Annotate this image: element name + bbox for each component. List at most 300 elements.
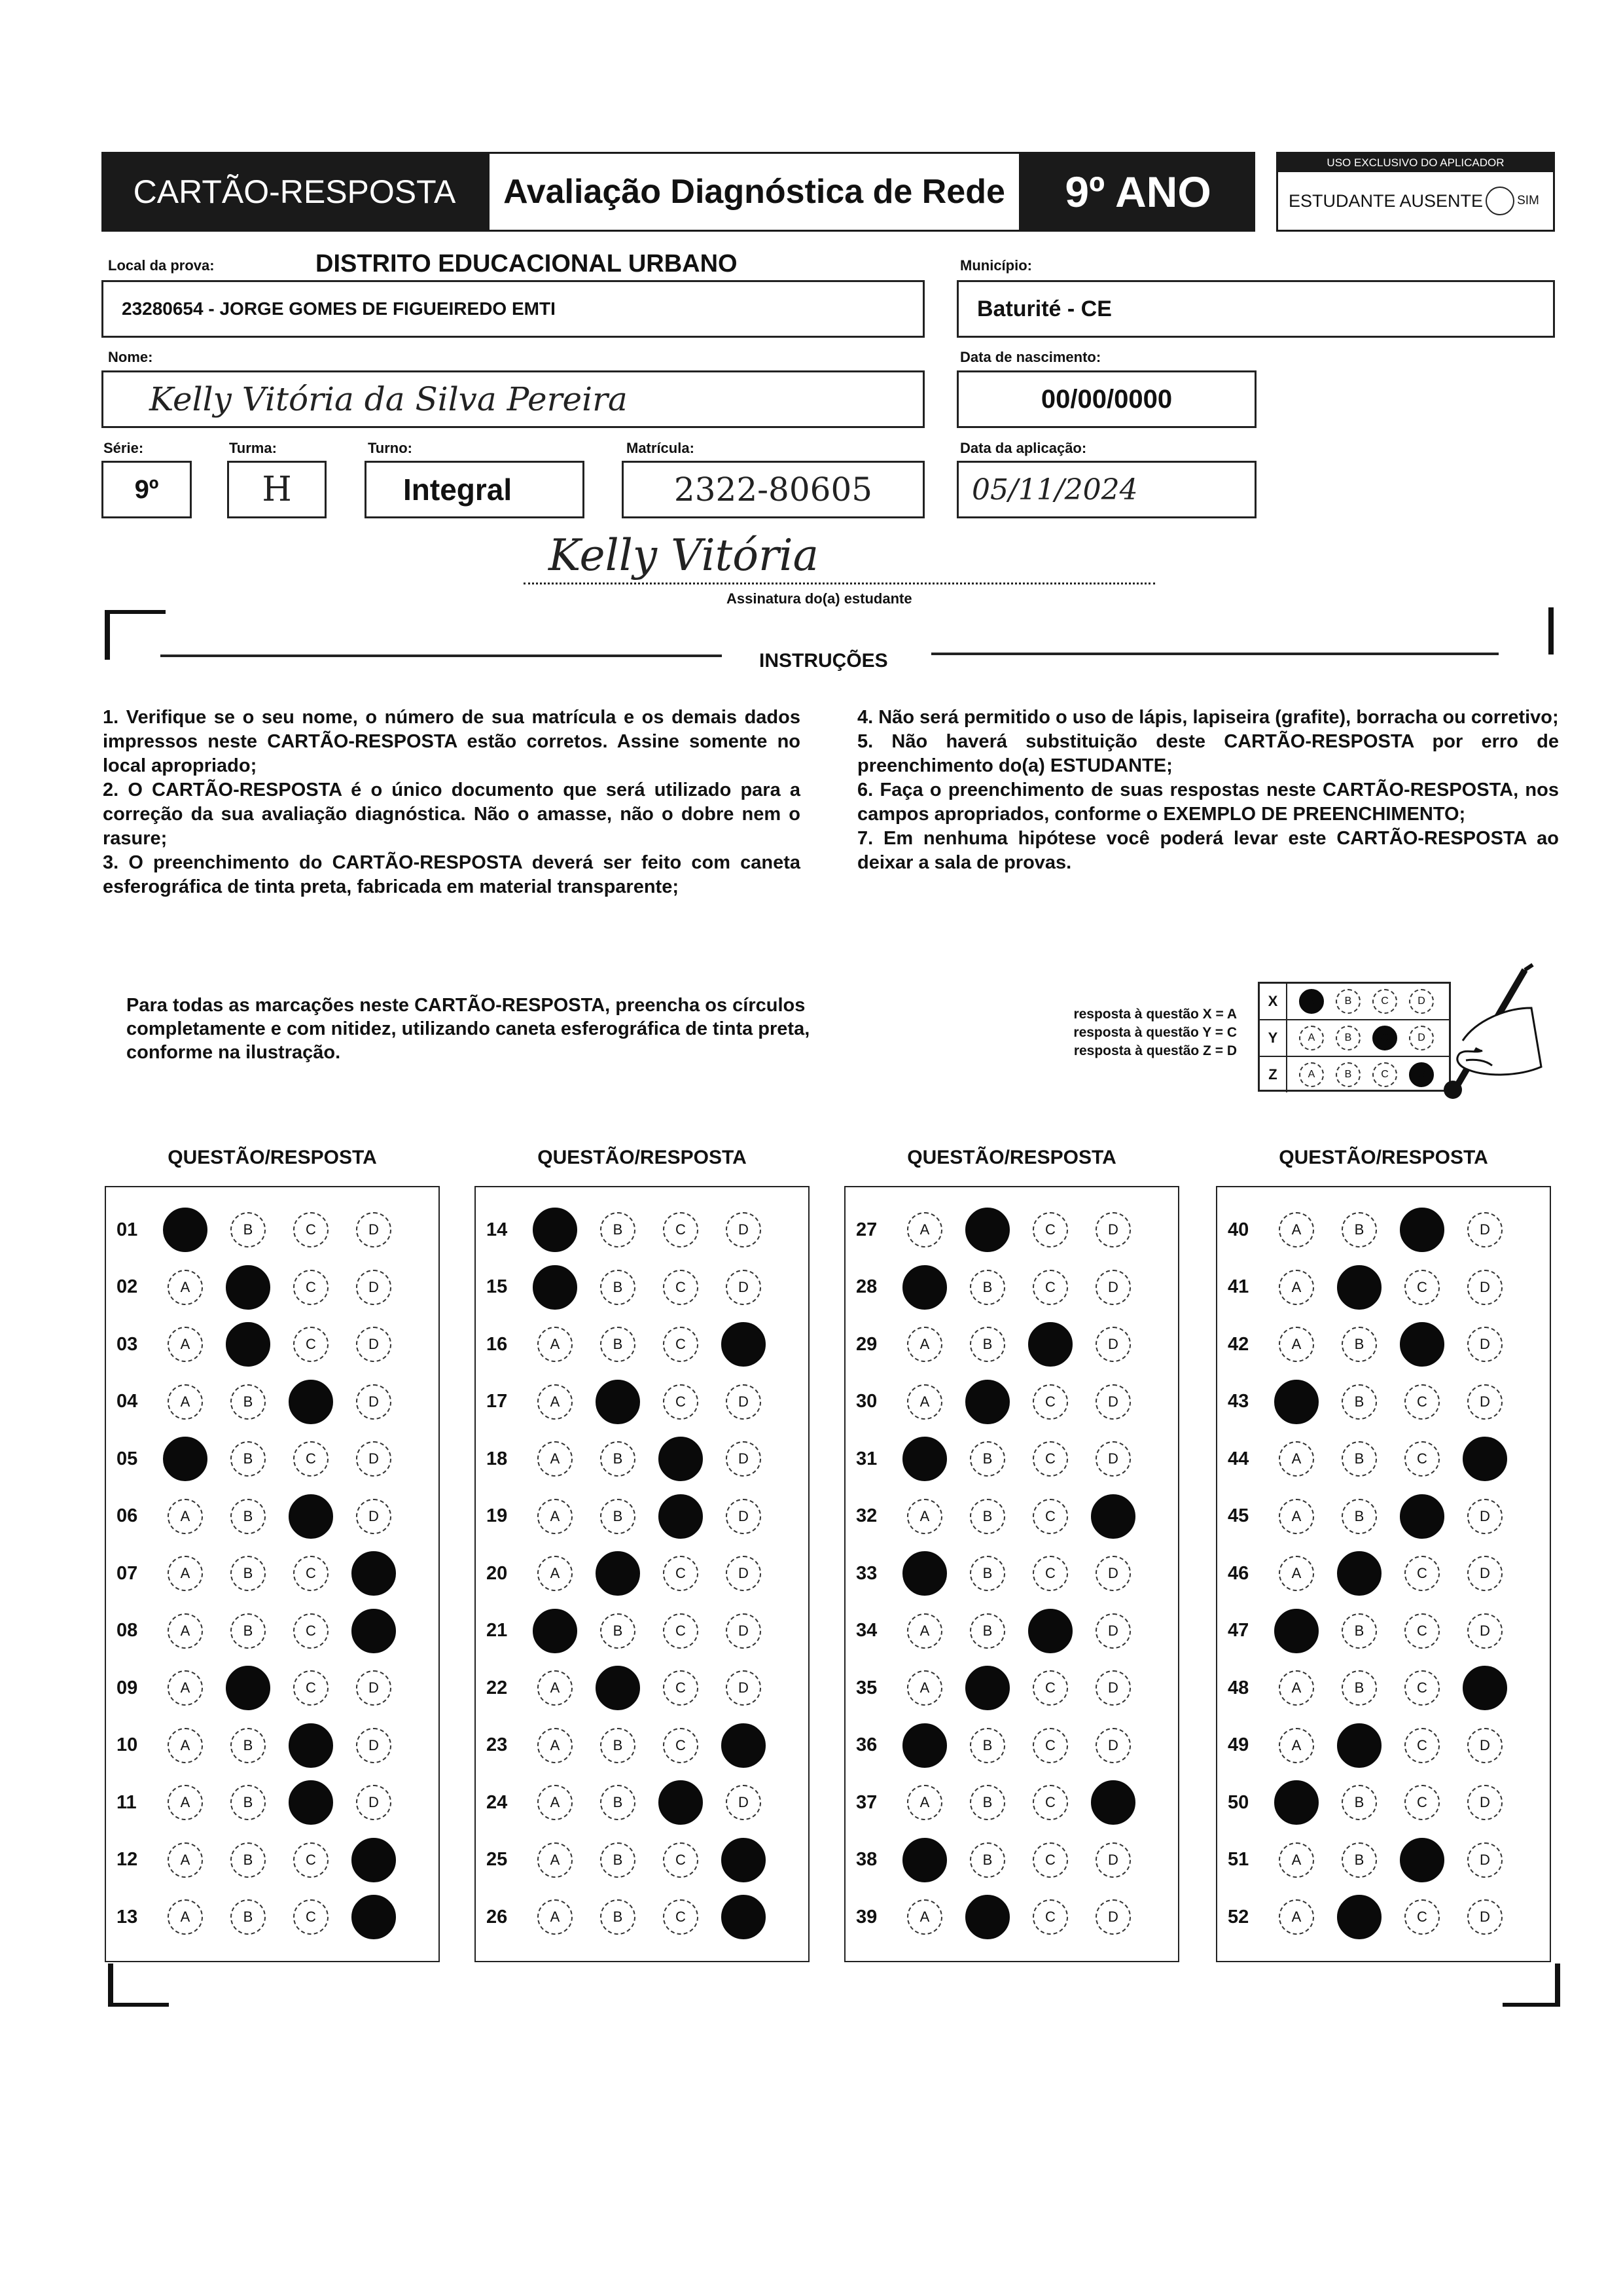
answer-bubble-c[interactable] [1400,1208,1444,1252]
answer-bubble-b[interactable] [230,1613,266,1649]
answer-bubble-c[interactable] [663,1556,698,1591]
answer-bubble-a[interactable] [1279,1270,1314,1305]
question-number: 49 [1228,1734,1249,1755]
answer-bubble-c[interactable] [658,1437,703,1481]
answer-bubble-d[interactable] [356,1670,391,1706]
answer-bubble-a[interactable] [1279,1212,1314,1247]
answer-bubble-a[interactable] [537,1842,573,1878]
answer-bubble-a[interactable] [902,1551,947,1596]
answer-bubble-c[interactable] [1033,1270,1068,1305]
answer-bubble-d[interactable] [1467,1384,1503,1420]
answer-bubble-b[interactable] [965,1666,1010,1710]
answer-bubble-d[interactable] [721,1895,766,1939]
answer-bubble-a[interactable] [1279,1728,1314,1763]
answer-bubble-a[interactable] [907,1670,942,1706]
answer-bubble-b[interactable] [230,1728,266,1763]
answer-bubble-d[interactable] [1096,1384,1131,1420]
answer-bubble-c[interactable] [293,1270,329,1305]
answer-bubble-a[interactable] [168,1270,203,1305]
answer-bubble-b[interactable] [596,1666,640,1710]
answer-bubble-d[interactable] [1467,1270,1503,1305]
instruction-item: 7. Em nenhuma hipótese você poderá levar este CARTÃO-RESPOSTA ao deixar a sala de provas. [857,828,1559,873]
answer-bubble-a[interactable] [537,1327,573,1362]
answer-bubble-a[interactable] [163,1208,207,1252]
bubble-letter: D [1480,1507,1490,1524]
answer-bubble-b[interactable] [970,1842,1005,1878]
answer-bubble-b[interactable] [600,1441,635,1477]
answer-bubble-d[interactable] [1467,1899,1503,1935]
answer-bubble-a[interactable] [168,1499,203,1534]
answer-bubble-a[interactable] [1274,1380,1319,1424]
bubble-letter: A [550,1336,560,1352]
answer-bubble-a[interactable] [902,1437,947,1481]
answer-bubble-d[interactable] [356,1441,391,1477]
answer-bubble-c[interactable] [1033,1899,1068,1935]
answer-bubble-a[interactable] [1274,1780,1319,1825]
answer-bubble-b[interactable] [226,1265,270,1310]
answer-bubble-a[interactable] [1279,1556,1314,1591]
nascimento-value: 00/00/0000 [1041,384,1173,414]
bubble-letter: B [243,1507,253,1524]
bubble-letter: C [1417,1278,1427,1295]
answer-bubble-b[interactable] [1342,1670,1377,1706]
bubble-letter: A [180,1794,190,1810]
answer-bubble-a[interactable] [1279,1441,1314,1477]
answer-bubble-d[interactable] [356,1327,391,1362]
question-row [1217,1207,1530,1253]
bubble-letter: A [550,1679,560,1696]
answer-bubble-b[interactable] [1342,1785,1377,1820]
answer-bubble-a[interactable] [168,1785,203,1820]
bubble-letter: B [613,1278,623,1295]
answer-bubble-d[interactable] [721,1723,766,1768]
bubble-letter: B [1354,1679,1364,1696]
question-row [476,1837,789,1883]
answer-bubble-b[interactable] [230,1899,266,1935]
answer-bubble-c[interactable] [293,1899,329,1935]
answer-bubble-d[interactable] [1467,1556,1503,1591]
answer-bubble-b[interactable] [970,1499,1005,1534]
answer-bubble-c[interactable] [293,1441,329,1477]
bubble-letter: D [1108,1736,1118,1753]
answer-bubble-a[interactable] [168,1899,203,1935]
answer-bubble-a[interactable] [537,1441,573,1477]
answer-bubble-a[interactable] [533,1609,577,1653]
answer-bubble-c[interactable] [658,1780,703,1825]
bubble-letter: A [919,1622,930,1639]
grade-badge: 9º ANO [1065,168,1211,216]
answer-bubble-d[interactable] [726,1556,761,1591]
answer-bubble-a[interactable] [537,1556,573,1591]
bubble-letter: C [306,1622,316,1639]
question-number: 06 [116,1505,138,1526]
answer-bubble-c[interactable] [663,1613,698,1649]
question-number: 34 [856,1620,878,1641]
answer-bubble-c[interactable] [1028,1322,1073,1367]
answer-bubble-c[interactable] [1033,1441,1068,1477]
answer-bubble-a[interactable] [1279,1327,1314,1362]
answer-bubble-b[interactable] [600,1499,635,1534]
answer-bubble-c[interactable] [1404,1441,1440,1477]
answer-bubble-a[interactable] [907,1785,942,1820]
bubble-letter: D [1480,1393,1490,1410]
answer-bubble-b[interactable] [226,1322,270,1367]
answer-bubble-a[interactable] [168,1670,203,1706]
answer-bubble-d[interactable] [1091,1494,1135,1539]
bubble-letter: A [1291,1221,1302,1238]
answer-bubble-b[interactable] [970,1785,1005,1820]
bubble-letter: A [919,1507,930,1524]
answer-bubble-c[interactable] [293,1842,329,1878]
bubble-letter: B [982,1794,993,1810]
question-row [846,1207,1158,1253]
local-label: Local da prova: [108,257,215,274]
answer-bubble-d[interactable] [1096,1613,1131,1649]
answer-bubble-c[interactable] [1033,1785,1068,1820]
absent-label: ESTUDANTE AUSENTE [1289,190,1484,211]
answer-bubble-d[interactable] [1096,1670,1131,1706]
absent-bubble[interactable] [1486,187,1514,215]
answer-bubble-b[interactable] [1342,1212,1377,1247]
answer-bubble-b[interactable] [965,1208,1010,1252]
answer-bubble-a[interactable] [537,1728,573,1763]
answer-bubble-d[interactable] [1096,1899,1131,1935]
answer-bubble-c[interactable] [1404,1270,1440,1305]
answer-bubble-d[interactable] [1467,1327,1503,1362]
question-number: 22 [486,1677,508,1698]
answer-bubble-c[interactable] [1400,1322,1444,1367]
answer-bubble-c[interactable] [1404,1384,1440,1420]
answer-bubble-c[interactable] [658,1494,703,1539]
answer-bubble-c[interactable] [663,1327,698,1362]
answer-bubble-d[interactable] [1463,1437,1507,1481]
answer-bubble-c[interactable] [289,1723,333,1768]
answer-bubble-c[interactable] [1033,1556,1068,1591]
answer-bubble-c[interactable] [289,1380,333,1424]
answer-bubble-d[interactable] [1467,1613,1503,1649]
bubble-letter: C [675,1393,686,1410]
bubble-letter: B [613,1336,623,1352]
answer-bubble-d[interactable] [356,1499,391,1534]
answer-bubble-c[interactable] [293,1556,329,1591]
answer-bubble-c[interactable] [663,1728,698,1763]
bubble-letter: D [738,1278,749,1295]
answer-bubble-c[interactable] [1033,1212,1068,1247]
bubble-letter: C [1417,1909,1427,1925]
answer-bubble-a[interactable] [537,1899,573,1935]
bubble-letter: A [1291,1450,1302,1467]
bubble-letter: C [1417,1622,1427,1639]
answer-bubble-d[interactable] [726,1384,761,1420]
answer-bubble-d[interactable] [356,1785,391,1820]
answer-bubble-c[interactable] [1033,1384,1068,1420]
question-row [1217,1723,1530,1768]
answer-bubble-d[interactable] [726,1785,761,1820]
answer-bubble-c[interactable] [1404,1613,1440,1649]
answer-bubble-c[interactable] [293,1613,329,1649]
answer-bubble-d[interactable] [351,1609,396,1653]
answer-bubble-a[interactable] [907,1899,942,1935]
answer-bubble-a[interactable] [902,1723,947,1768]
answer-bubble-b[interactable] [230,1441,266,1477]
answer-bubble-a[interactable] [537,1785,573,1820]
answer-bubble-a[interactable] [533,1265,577,1310]
answer-bubble-d[interactable] [726,1499,761,1534]
question-row [846,1379,1158,1425]
question-row [1217,1608,1530,1654]
answer-bubble-c[interactable] [1404,1670,1440,1706]
corner-mark-top-left [105,610,166,660]
column-title: QUESTÃO/RESPOSTA [168,1147,377,1168]
answer-bubble-c[interactable] [1404,1728,1440,1763]
bubble-letter: B [243,1794,253,1810]
bubble-letter: D [1480,1278,1490,1295]
answer-bubble-b[interactable] [226,1666,270,1710]
answer-bubble-c[interactable] [663,1842,698,1878]
answer-bubble-b[interactable] [600,1212,635,1247]
bubble-letter: B [243,1393,253,1410]
answer-bubble-d[interactable] [1467,1842,1503,1878]
answer-bubble-c[interactable] [293,1327,329,1362]
bubble-letter: D [738,1679,749,1696]
answer-bubble-c[interactable] [663,1212,698,1247]
instruction-item: 6. Faça o preenchimento de suas respostas neste CARTÃO-RESPOSTA, nos campos apropriados, conforme o EXEMPLO DE PREENCHIMENTO; [857,780,1559,825]
answer-bubble-a[interactable] [533,1208,577,1252]
question-number: 20 [486,1562,508,1584]
answer-bubble-d[interactable] [1467,1499,1503,1534]
answer-bubble-d[interactable] [351,1551,396,1596]
answer-bubble-a[interactable] [907,1384,942,1420]
answer-bubble-b[interactable] [970,1556,1005,1591]
answer-bubble-b[interactable] [1342,1613,1377,1649]
nascimento-field [957,370,1257,428]
answer-bubble-d[interactable] [356,1270,391,1305]
answer-bubble-d[interactable] [356,1384,391,1420]
aplicacao-label: Data da aplicação: [960,440,1087,456]
answer-bubble-b[interactable] [970,1613,1005,1649]
answer-bubble-b[interactable] [596,1380,640,1424]
answer-bubble-b[interactable] [230,1842,266,1878]
example-row-label: Z [1260,1057,1287,1092]
turma-field [227,461,327,518]
bubble-letter: C [306,1278,316,1295]
answer-bubble-a[interactable] [1274,1609,1319,1653]
answer-bubble-a[interactable] [163,1437,207,1481]
answer-bubble-d[interactable] [1096,1441,1131,1477]
answer-bubble-a[interactable] [907,1613,942,1649]
answer-bubble-c[interactable] [1400,1494,1444,1539]
answer-bubble-a[interactable] [907,1499,942,1534]
answer-bubble-a[interactable] [168,1728,203,1763]
answer-bubble-c[interactable] [1404,1899,1440,1935]
bubble-letter: C [1045,1736,1056,1753]
question-number: 07 [116,1562,138,1584]
answer-bubble-a[interactable] [1279,1670,1314,1706]
answer-bubble-a[interactable] [168,1556,203,1591]
answer-bubble-d[interactable] [351,1895,396,1939]
answer-bubble-d[interactable] [1463,1666,1507,1710]
answer-bubble-b[interactable] [230,1499,266,1534]
answer-bubble-c[interactable] [1033,1499,1068,1534]
answer-bubble-b[interactable] [1342,1327,1377,1362]
answer-bubble-d[interactable] [726,1212,761,1247]
answer-bubble-d[interactable] [1096,1842,1131,1878]
answer-bubble-d[interactable] [1096,1556,1131,1591]
answer-bubble-b[interactable] [1342,1384,1377,1420]
example-text: Para todas as marcações neste CARTÃO-RESPOSTA, preencha os círculos completamente e com nitidez, utilizando caneta esferográfica de tinta preta, conforme na ilustração. [126,995,810,1063]
answer-bubble-d[interactable] [1096,1327,1131,1362]
answer-bubble-b[interactable] [600,1785,635,1820]
answer-bubble-b[interactable] [596,1551,640,1596]
question-row [1217,1894,1530,1940]
answer-bubble-a[interactable] [537,1670,573,1706]
answer-bubble-d[interactable] [1467,1785,1503,1820]
answer-bubble-d[interactable] [356,1212,391,1247]
question-row [476,1665,789,1711]
turno-field [365,461,584,518]
answer-bubble-b[interactable] [970,1327,1005,1362]
answer-bubble-c[interactable] [293,1670,329,1706]
answer-bubble-c[interactable] [1404,1785,1440,1820]
bubble-letter: B [1354,1450,1364,1467]
answer-bubble-a[interactable] [168,1613,203,1649]
legend-line: resposta à questão Y = C [1073,1025,1237,1040]
answer-bubble-c[interactable] [663,1270,698,1305]
corner-mark-bottom-right [1503,1964,1560,2007]
answer-bubble-b[interactable] [965,1380,1010,1424]
question-number: 13 [116,1906,138,1928]
answer-bubble-a[interactable] [1279,1842,1314,1878]
answer-bubble-a[interactable] [907,1212,942,1247]
answer-bubble-d[interactable] [726,1270,761,1305]
answer-bubble-c[interactable] [1033,1842,1068,1878]
nome-label: Nome: [108,349,153,365]
answer-bubble-c[interactable] [289,1780,333,1825]
answer-bubble-a[interactable] [902,1265,947,1310]
answer-bubble-a[interactable] [537,1499,573,1534]
answer-bubble-b[interactable] [970,1441,1005,1477]
answer-bubble-a[interactable] [907,1327,942,1362]
answer-bubble-a[interactable] [537,1384,573,1420]
answer-bubble-a[interactable] [168,1384,203,1420]
answer-bubble-d[interactable] [351,1838,396,1882]
bubble-letter: B [243,1221,253,1238]
answer-bubble-b[interactable] [230,1785,266,1820]
bubble-letter: A [550,1450,560,1467]
answer-bubble-d[interactable] [1467,1212,1503,1247]
answer-bubble-b[interactable] [965,1895,1010,1939]
answer-bubble-b[interactable] [1342,1499,1377,1534]
answer-bubble-b[interactable] [600,1613,635,1649]
question-row [846,1265,1158,1310]
answer-bubble-d[interactable] [1467,1728,1503,1763]
answer-bubble-d[interactable] [726,1441,761,1477]
answer-bubble-b[interactable] [230,1212,266,1247]
answer-bubble-b[interactable] [970,1270,1005,1305]
question-row [476,1894,789,1940]
answer-bubble-a[interactable] [902,1838,947,1882]
bubble-letter: D [1108,1679,1118,1696]
bubble-letter: A [180,1336,190,1352]
bubble-letter: C [306,1336,316,1352]
answer-bubble-b[interactable] [1337,1551,1382,1596]
bubble-letter: D [1480,1565,1490,1581]
answer-bubble-a[interactable] [168,1842,203,1878]
answer-bubble-b[interactable] [1337,1895,1382,1939]
serie-label: Série: [103,440,144,456]
answer-bubble-b[interactable] [600,1728,635,1763]
bubble-letter: D [368,1794,379,1810]
matricula-value: 2322-80605 [673,471,873,509]
answer-bubble-d[interactable] [1096,1728,1131,1763]
instructions-rule-left [160,655,722,657]
bubble-letter: B [1354,1336,1364,1352]
question-number: 17 [486,1391,508,1412]
card-title-box [101,152,488,232]
question-number: 10 [116,1734,138,1755]
answer-bubble-d[interactable] [721,1322,766,1367]
answer-bubble-c[interactable] [1033,1728,1068,1763]
example-bubble-d: D [1409,1062,1434,1087]
answer-bubble-d[interactable] [356,1728,391,1763]
answer-bubble-a[interactable] [1279,1899,1314,1935]
example-bubble-b: B [1336,1026,1361,1050]
answer-bubble-c[interactable] [663,1670,698,1706]
answer-bubble-b[interactable] [970,1728,1005,1763]
answer-bubble-c[interactable] [1400,1838,1444,1882]
answer-bubble-b[interactable] [1342,1842,1377,1878]
answer-bubble-b[interactable] [600,1270,635,1305]
answer-bubble-b[interactable] [1342,1441,1377,1477]
question-number: 44 [1228,1448,1249,1469]
answer-bubble-b[interactable] [1337,1265,1382,1310]
example-bubble-c: C [1372,1026,1397,1050]
answer-bubble-c[interactable] [1028,1609,1073,1653]
bubble-letter: D [1108,1622,1118,1639]
question-number: 18 [486,1448,508,1469]
answer-bubble-d[interactable] [1091,1780,1135,1825]
answer-bubble-b[interactable] [1337,1723,1382,1768]
answer-bubble-c[interactable] [663,1384,698,1420]
answer-bubble-c[interactable] [663,1899,698,1935]
answer-bubble-b[interactable] [600,1327,635,1362]
answer-bubble-a[interactable] [168,1327,203,1362]
answer-bubble-d[interactable] [721,1838,766,1882]
question-row [476,1494,789,1539]
bubble-letter: C [675,1622,686,1639]
example-bubble-b: B [1336,989,1361,1014]
answer-bubble-a[interactable] [1279,1499,1314,1534]
answer-bubble-c[interactable] [293,1212,329,1247]
answer-bubble-c[interactable] [289,1494,333,1539]
answer-bubble-d[interactable] [726,1670,761,1706]
question-number: 40 [1228,1219,1249,1240]
bubble-letter: D [368,1336,379,1352]
answer-bubble-c[interactable] [1404,1556,1440,1591]
answer-bubble-d[interactable] [726,1613,761,1649]
answer-bubble-b[interactable] [230,1384,266,1420]
answer-bubble-d[interactable] [1096,1212,1131,1247]
bubble-letter: C [306,1851,316,1868]
answer-bubble-d[interactable] [1096,1270,1131,1305]
answer-bubble-b[interactable] [600,1899,635,1935]
pen-hand-illustration [1414,962,1544,1100]
bubble-letter: B [1354,1794,1364,1810]
answer-bubble-c[interactable] [1033,1670,1068,1706]
answer-bubble-b[interactable] [230,1556,266,1591]
bubble-letter: C [675,1851,686,1868]
answer-bubble-b[interactable] [600,1842,635,1878]
